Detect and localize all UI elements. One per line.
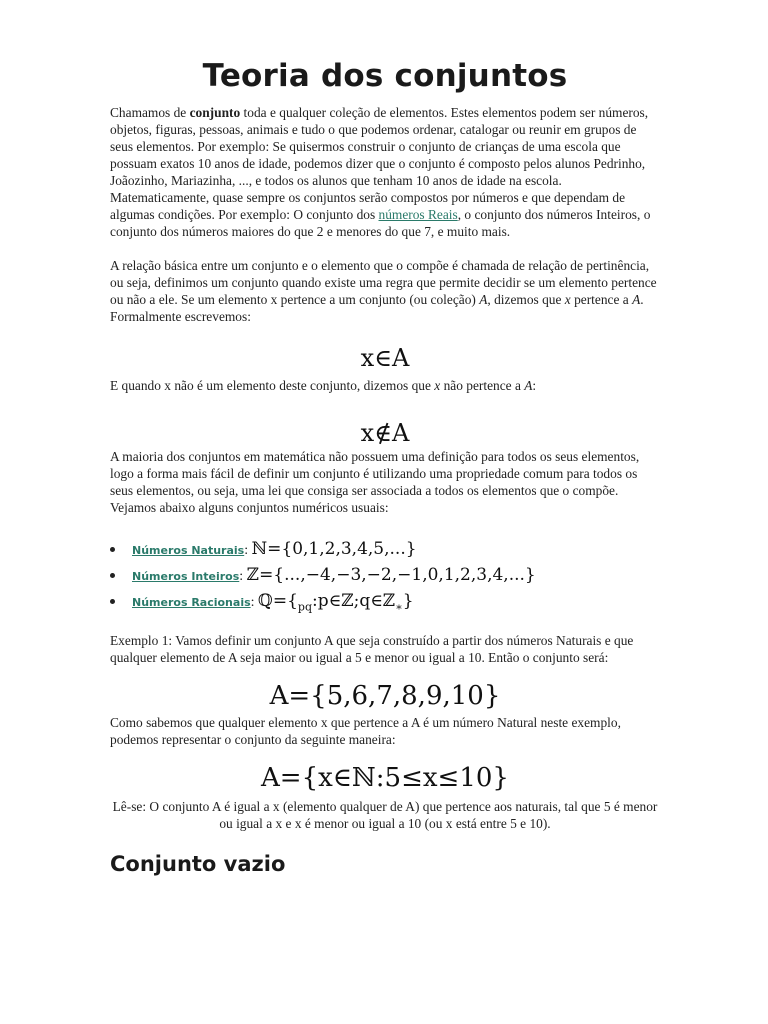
sets-intro-paragraph: A maioria dos conjuntos em matemática não possuem uma definição para todos os seus elementos, logo a forma mais fácil de definir um conjunto é utilizando uma propriedade comum para todos os seus elementos, ou seja, uma lei que consiga ser associada a todos os elementos que o compõe. Vejamos abaixo alguns conjuntos numéricos usuais: (110, 449, 640, 515)
page-title: Teoria dos conjuntos (202, 58, 568, 94)
pertinence-paragraph (110, 257, 660, 325)
separator: : (239, 569, 247, 584)
italic-var: A (479, 292, 488, 307)
natural-paragraph: Como sabemos que qualquer elemento x que pertence a A é um número Natural neste exemplo, podemos representar o conjunto da seguinte maneira: (110, 715, 621, 747)
link-numeros-inteiros[interactable]: Números Inteiros (132, 570, 240, 583)
section-heading-conjunto-vazio: Conjunto vazio (110, 852, 286, 876)
math-part: :p∈ℤ;q∈ℤ (312, 591, 396, 611)
example1-paragraph: Exemplo 1: Vamos definir um conjunto A que seja construído a partir dos números Naturais e que qualquer elemento de A seja maior ou igual a 5 e menor ou igual a 10. Então o conjunto será: (110, 633, 634, 665)
italic-var: A (524, 378, 533, 393)
italic-var: x (564, 292, 571, 307)
set-rational-math (258, 591, 414, 614)
bullet-icon (110, 599, 115, 604)
math-not-belongs: x∉A (360, 419, 410, 447)
link-numeros-racionais[interactable]: Números Racionais (132, 596, 251, 609)
link-numeros-reais[interactable]: números Reais (378, 207, 458, 222)
number-sets-list (110, 536, 660, 614)
text-run: não pertence a (440, 378, 525, 393)
math-star: ∗ (395, 600, 403, 614)
text-run: E quando x não é um elemento deste conjunto, dizemos que (110, 378, 435, 393)
list-item (132, 536, 660, 562)
separator: : (250, 595, 259, 610)
math-set-builder: A={x∈ℕ:5≤x≤10} (261, 763, 509, 793)
set-integer-math: ℤ={...,−4,−3,−2,−1,0,1,2,3,4,...} (246, 565, 536, 585)
separator: : (244, 543, 252, 558)
math-part: } (402, 591, 414, 611)
bullet-icon (110, 547, 115, 552)
text-run: Chamamos de (110, 105, 190, 120)
text-run: , o conjunto dos números Inteiros, o conjunto dos números maiores do que 2 e menores do que 7, e muito mais. (110, 207, 651, 239)
math-part: ℚ={ (258, 591, 298, 611)
set-natural-math: ℕ={0,1,2,3,4,5,...} (251, 539, 417, 559)
lese-paragraph: Lê-se: O conjunto A é igual a x (elemento qualquer de A) que pertence aos naturais, tal que 5 é menor ou igual a x e x é menor ou igual a 10 (ou x está entre 5 e 10). (112, 799, 658, 831)
math-fraction: pq (297, 600, 312, 614)
intro-paragraph (110, 104, 660, 240)
math-set-example: A={5,6,7,8,9,10} (269, 681, 501, 711)
math-belongs: x∈A (360, 344, 410, 372)
list-item (132, 562, 660, 588)
text-run: : (532, 378, 537, 393)
bold-term: conjunto (189, 105, 241, 120)
text-run: toda e qualquer coleção de elementos. Estes elementos podem ser números, objetos, figuras, pessoas, animais e tudo o que podemos ordenar, catalogar ou reunir em grupos de seus elementos. Por exemplo: Se quisermos construir o conjunto de crianças de uma escola que possuam exatos 10 anos de idade, podemos dizer que o conjunto é composto pelos alunos Pedrinho, Joãozinho, Mariazinha, ..., e todos os alunos que tenham 10 anos de idade na escola. Matematicamente, quase sempre os conjuntos serão compostos por números e que dependam de algumas condições. Por exemplo: O conjunto dos (110, 105, 649, 222)
italic-var: x (434, 378, 441, 393)
not-belongs-paragraph (110, 377, 660, 394)
bullet-icon (110, 573, 115, 578)
text-run: , dizemos que (487, 292, 565, 307)
text-run: . Formalmente escrevemos: (110, 292, 644, 324)
text-run: A relação básica entre um conjunto e o elemento que o compõe é chamada de relação de pertinência, ou seja, definimos um conjunto quando existe uma regra que permite decidir se um elemento pertence ou não a ele. Se um elemento x pertence a um conjunto (ou coleção) (110, 258, 657, 307)
document-page (110, 56, 660, 878)
list-item (132, 588, 660, 614)
link-numeros-naturais[interactable]: Números Naturais (132, 544, 245, 557)
italic-var: A (632, 292, 641, 307)
text-run: pertence a (570, 292, 633, 307)
